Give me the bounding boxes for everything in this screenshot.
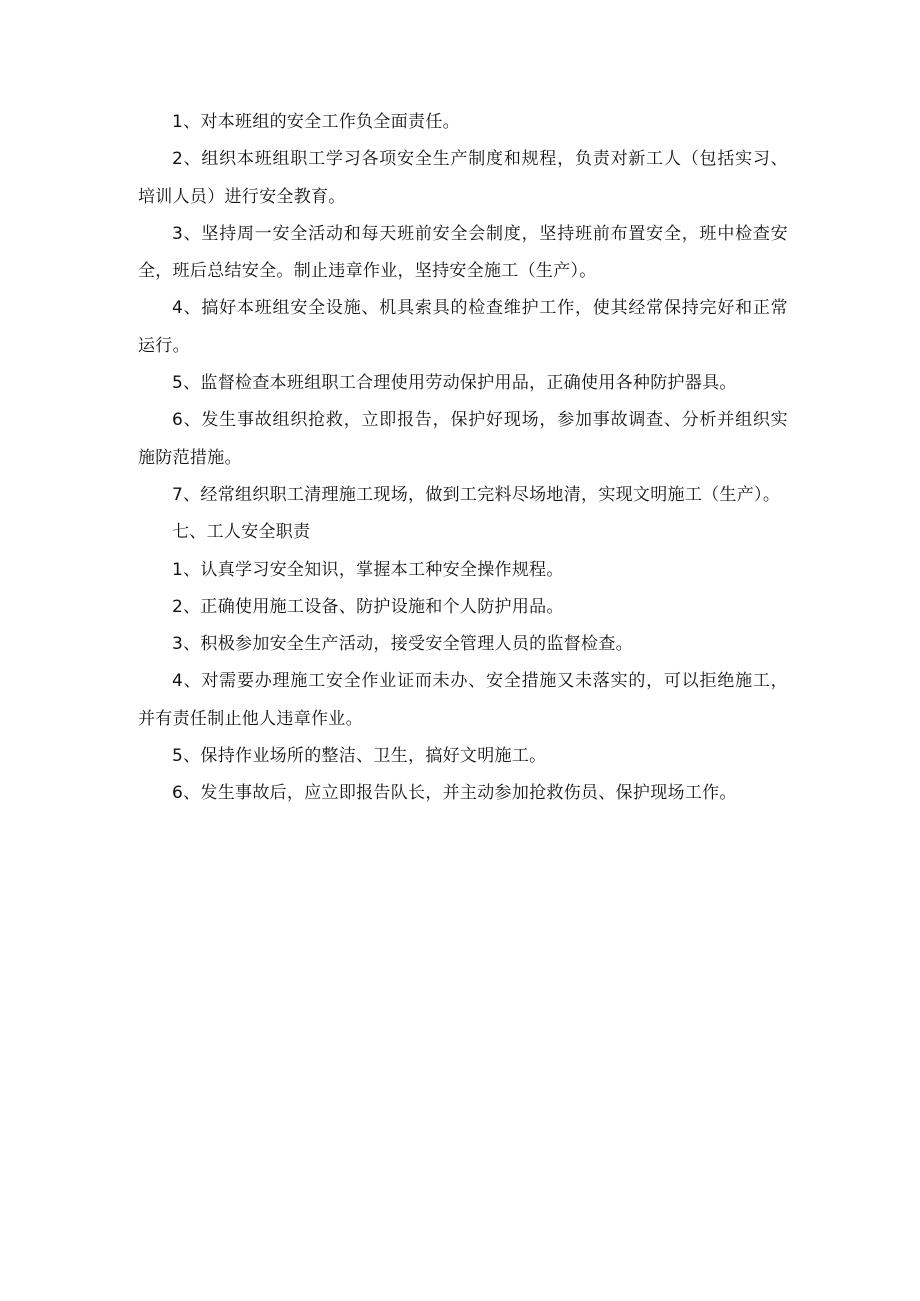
paragraph-5: 5、监督检查本班组职工合理使用劳动保护用品，正确使用各种防护器具。 (172, 373, 737, 394)
paragraph-3: 3、坚持周一安全活动和每天班前安全会制度，坚持班前布置安全，班中检查安全，班后总结安全。制止违章作业，坚持安全施工（生产）。 (138, 223, 788, 282)
paragraph-10: 3、积极参加安全生产活动，接受安全管理人员的监督检查。 (172, 634, 633, 655)
paragraph-8: 1、认真学习安全知识，掌握本工种安全操作规程。 (172, 559, 564, 580)
paragraph-2: 2、组织本班组职工学习各项安全生产制度和规程，负责对新工人（包括实习、培训人员）进行安全教育。 (138, 149, 788, 207)
paragraph-9: 2、正确使用施工设备、防护设施和个人防护用品。 (172, 596, 564, 617)
paragraph-1: 1、对本班组的安全工作负全面责任。 (172, 112, 460, 132)
paragraph-7: 7、经常组织职工清理施工现场，做到工完料尽场地清，实现文明施工（生产）。 (172, 484, 781, 505)
paragraph-12: 5、保持作业场所的整洁、卫生，搞好文明施工。 (172, 746, 547, 767)
paragraph-6: 6、发生事故组织抢救，立即报告，保护好现场，参加事故调查、分析并组织实施防范措施。 (138, 410, 788, 468)
document-body (138, 104, 788, 813)
paragraph-4: 4、搞好本班组安全设施、机具索具的检查维护工作，使其经常保持完好和正常运行。 (138, 298, 788, 356)
paragraph-11: 4、对需要办理施工安全作业证而未办、安全措施又未落实的，可以拒绝施工，并有责任制止他人违章作业。 (138, 671, 788, 729)
section-heading: 七、工人安全职责 (172, 522, 311, 543)
paragraph-13: 6、发生事故后，应立即报告队长，并主动参加抢救伤员、保护现场工作。 (172, 783, 737, 804)
